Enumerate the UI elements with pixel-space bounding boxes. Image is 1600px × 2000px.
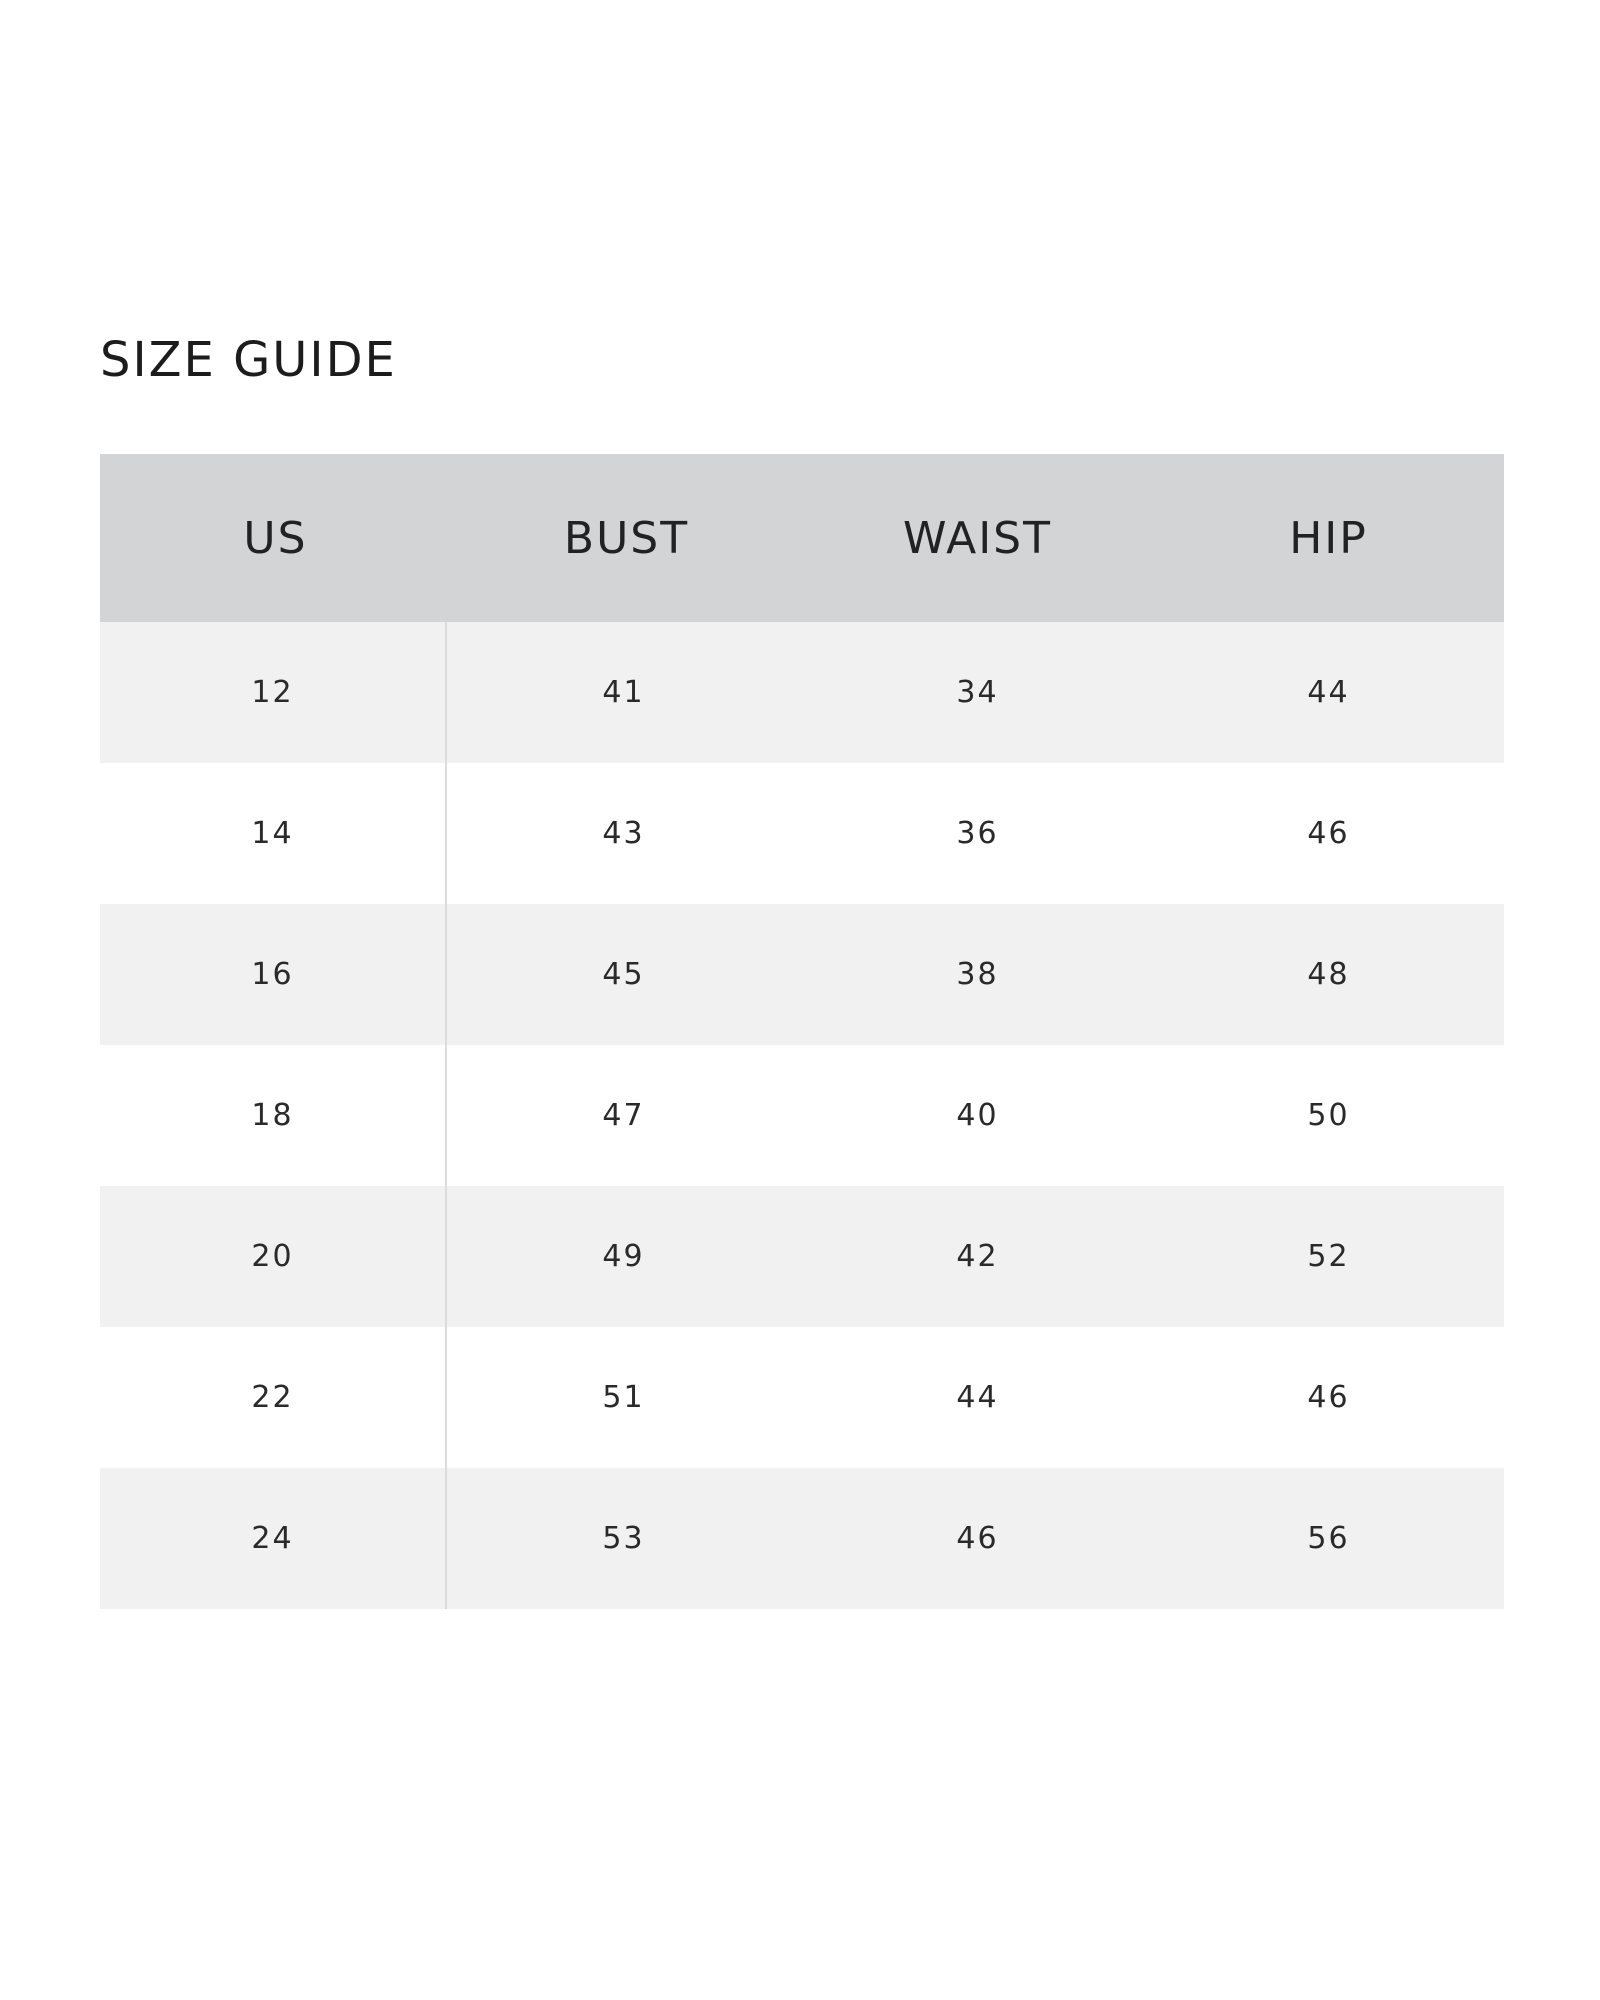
header-waist: WAIST (903, 512, 1052, 564)
cell-us: 20 (251, 1239, 294, 1274)
header-hip: HIP (1289, 512, 1368, 564)
cell-bust: 43 (602, 816, 645, 851)
cell-hip: 46 (1307, 1380, 1350, 1415)
cell-us: 22 (251, 1380, 294, 1415)
table-header-row (100, 454, 1504, 622)
cell-bust: 49 (602, 1239, 645, 1274)
cell-us: 16 (251, 957, 294, 992)
header-us: US (243, 512, 308, 564)
cell-waist: 38 (956, 957, 999, 992)
cell-waist: 34 (956, 675, 999, 710)
cell-hip: 44 (1307, 675, 1350, 710)
cell-us: 14 (251, 816, 294, 851)
table-row (100, 622, 1504, 763)
table-row (100, 1327, 1504, 1468)
cell-hip: 50 (1307, 1098, 1350, 1133)
table-row (100, 1186, 1504, 1327)
size-guide-table (100, 454, 1504, 1609)
cell-us: 24 (251, 1521, 294, 1556)
table-row (100, 763, 1504, 904)
cell-bust: 45 (602, 957, 645, 992)
table-row (100, 1468, 1504, 1609)
cell-waist: 44 (956, 1380, 999, 1415)
cell-us: 12 (251, 675, 294, 710)
cell-bust: 53 (602, 1521, 645, 1556)
cell-waist: 40 (956, 1098, 999, 1133)
page-title: SIZE GUIDE (100, 332, 397, 388)
cell-hip: 52 (1307, 1239, 1350, 1274)
table-row (100, 1045, 1504, 1186)
cell-hip: 48 (1307, 957, 1350, 992)
cell-waist: 46 (956, 1521, 999, 1556)
cell-bust: 41 (602, 675, 645, 710)
cell-waist: 42 (956, 1239, 999, 1274)
table-body (100, 622, 1504, 1609)
cell-us: 18 (251, 1098, 294, 1133)
cell-hip: 46 (1307, 816, 1350, 851)
column-divider (445, 622, 447, 1609)
cell-waist: 36 (956, 816, 999, 851)
cell-bust: 51 (602, 1380, 645, 1415)
table-row (100, 904, 1504, 1045)
header-bust: BUST (563, 512, 690, 564)
cell-hip: 56 (1307, 1521, 1350, 1556)
cell-bust: 47 (602, 1098, 645, 1133)
